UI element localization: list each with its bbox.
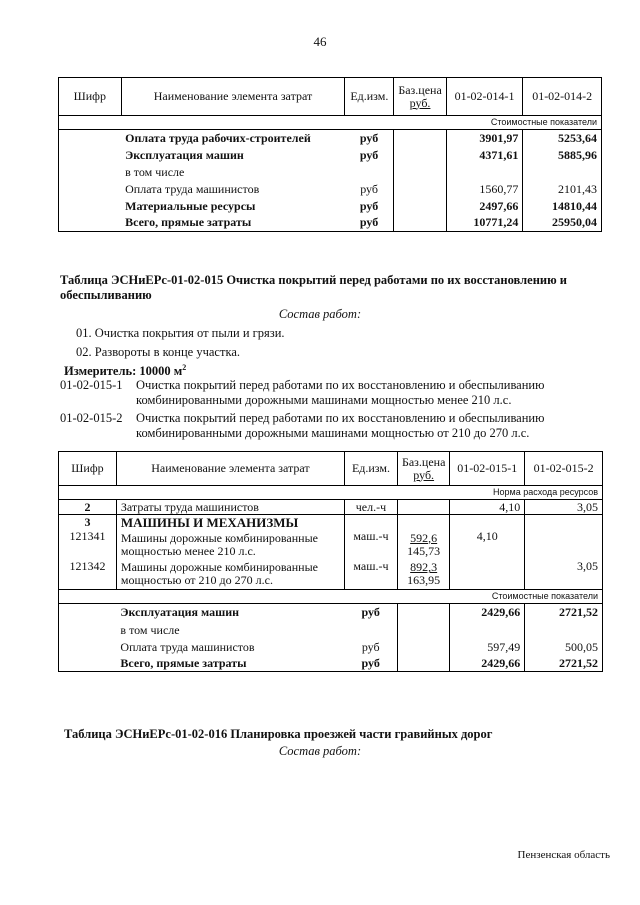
row-name: Всего, прямые затраты: [121, 215, 345, 232]
header-cell: Шифр: [59, 78, 122, 116]
header-price-line2: руб.: [409, 95, 431, 110]
table-header-row: [59, 78, 602, 116]
row-name: Оплата труда машинистов: [125, 181, 260, 196]
row-name: Эксплуатация машин: [125, 147, 244, 162]
row-unit: руб: [359, 147, 379, 162]
row-code: 3: [59, 515, 117, 530]
row-price: [397, 560, 449, 590]
table-row: [59, 130, 602, 147]
row-name: [116, 530, 344, 560]
section-row: [59, 590, 603, 604]
row-unit: маш.-ч: [344, 530, 397, 560]
row-value-1: [450, 560, 525, 590]
table-row: [59, 147, 602, 164]
table-row: [59, 515, 603, 530]
row-price-2: 145,73: [407, 543, 441, 558]
row-unit: руб: [359, 198, 379, 213]
row-value-1: 4,10: [450, 530, 525, 560]
row-code: 121341: [59, 530, 117, 560]
page-number: 46: [313, 34, 327, 49]
row-name-line1: Машины дорожные комбинированные: [120, 560, 318, 575]
code-entry: [60, 378, 620, 408]
table-row: [59, 181, 602, 198]
row-name: Всего, прямые затраты: [116, 656, 344, 672]
table-title-016: Таблица ЭСНиЕРс-01-02-016 Планировка проезжей части гравийных дорог: [64, 727, 493, 741]
row-price: [397, 530, 449, 560]
table-row: [59, 164, 602, 181]
header-cell: 01-02-015-2: [525, 452, 603, 486]
table-title-line1: Таблица ЭСНиЕРс-01-02-015 Очистка покрытий перед работами по их восстановлению и: [60, 273, 567, 287]
row-value-2: 25950,04: [523, 215, 602, 232]
table-row: [59, 198, 602, 215]
header-cell: Наименование элемента затрат: [116, 452, 344, 486]
header-cell: 01-02-014-1: [446, 78, 523, 116]
row-value-1: 2497,66: [446, 198, 523, 215]
row-name: Эксплуатация машин: [116, 604, 344, 622]
table-row: [59, 639, 603, 656]
row-price-1: 892,3: [410, 560, 438, 575]
row-value-1: 4371,61: [446, 147, 523, 164]
row-value-1: 2429,66: [450, 604, 525, 622]
row-value-2: 5885,96: [523, 147, 602, 164]
work-item: 02. Развороты в конце участка.: [76, 345, 240, 359]
row-code: 121342: [59, 560, 117, 590]
section-label: Стоимостные показатели: [446, 116, 601, 130]
row-name: МАШИНЫ И МЕХАНИЗМЫ: [116, 515, 344, 530]
header-cell-price: [397, 452, 449, 486]
row-value-2: 5253,64: [523, 130, 602, 147]
row-value-1: 597,49: [450, 639, 525, 656]
row-value-2: 14810,44: [523, 198, 602, 215]
table-title-line2: обеспыливанию: [60, 288, 152, 302]
header-price-line1: Баз.цена: [401, 454, 446, 469]
header-cell-price: [394, 78, 446, 116]
row-value-2: 3,05: [525, 500, 603, 515]
section-label: Норма расхода ресурсов: [450, 486, 603, 500]
header-cell: Шифр: [59, 452, 117, 486]
row-unit: руб: [361, 639, 380, 654]
row-name: Оплата труда рабочих-строителей: [125, 130, 311, 145]
table-row: [59, 530, 603, 560]
row-value-1: 2429,66: [450, 656, 525, 672]
row-value-1: 1560,77: [446, 181, 523, 198]
row-value-2: 3,05: [525, 560, 603, 590]
table-row: [59, 604, 603, 622]
measure-sup: 2: [182, 363, 187, 372]
row-unit: чел.-ч: [344, 500, 397, 515]
cost-table-014: [58, 77, 602, 232]
header-price-line1: Баз.цена: [398, 82, 442, 97]
code-entry: [60, 411, 620, 441]
section-row: [59, 486, 603, 500]
row-value-2: 2721,52: [525, 656, 603, 672]
resource-table-015: [58, 451, 603, 672]
row-name: Затраты труда машинистов: [116, 500, 344, 515]
code: 01-02-015-1: [60, 378, 123, 392]
table-row: [59, 622, 603, 639]
row-unit: руб: [345, 215, 394, 232]
row-value-2: 2721,52: [525, 604, 603, 622]
row-value-1: 3901,97: [446, 130, 523, 147]
row-value-2: [525, 530, 603, 560]
table-header-row: [59, 452, 603, 486]
measure-label: Измеритель: 10000 м: [64, 364, 183, 379]
code: 01-02-015-2: [60, 411, 123, 425]
row-price-2: 163,95: [407, 573, 441, 588]
work-composition-heading-2: Состав работ:: [278, 744, 362, 758]
row-name: Оплата труда машинистов: [120, 639, 255, 654]
code-desc-line2: комбинированными дорожными машинами мощностью менее 210 л.с.: [136, 393, 512, 407]
row-unit: руб: [344, 656, 397, 672]
header-cell: Ед.изм.: [345, 78, 394, 116]
table-row: [59, 500, 603, 515]
row-unit: руб: [344, 604, 397, 622]
table-row: [59, 560, 603, 590]
row-value-2: 2101,43: [523, 181, 602, 198]
table-row: [59, 656, 603, 672]
footer-region: Пензенская область: [517, 849, 610, 861]
table-row: [59, 215, 602, 232]
table-title-015: [60, 273, 567, 303]
work-item: 01. Очистка покрытия от пыли и грязи.: [76, 326, 285, 340]
header-price-line2: руб.: [413, 467, 435, 482]
row-name-line2: мощностью от 210 до 270 л.с.: [120, 573, 273, 588]
code-desc-line1: Очистка покрытий перед работами по их восстановлению и обеспыливанию: [136, 378, 545, 392]
code-desc-line1: Очистка покрытий перед работами по их восстановлению и обеспыливанию: [136, 411, 545, 425]
row-name: [116, 560, 344, 590]
row-value-2: 500,05: [525, 639, 603, 656]
header-cell: Ед.изм.: [344, 452, 397, 486]
code-desc-line2: комбинированными дорожными машинами мощностью от 210 до 270 л.с.: [136, 426, 530, 440]
row-code: 2: [59, 500, 117, 515]
row-value-1: 4,10: [450, 500, 525, 515]
row-price-1: 592,6: [410, 530, 438, 545]
section-row: [59, 116, 602, 130]
header-cell: 01-02-015-1: [450, 452, 525, 486]
header-cell: Наименование элемента затрат: [121, 78, 345, 116]
row-name-line2: мощностью менее 210 л.с.: [120, 543, 256, 558]
row-name: в том числе: [125, 164, 185, 179]
row-unit: маш.-ч: [344, 560, 397, 590]
row-unit: руб: [360, 181, 378, 196]
row-name-line1: Машины дорожные комбинированные: [120, 530, 318, 545]
section-label: Стоимостные показатели: [450, 590, 603, 604]
header-cell: 01-02-014-2: [523, 78, 602, 116]
measure-unit: [64, 363, 186, 379]
row-unit: руб: [359, 130, 379, 145]
work-composition-heading: Состав работ:: [278, 307, 362, 321]
row-name: Материальные ресурсы: [125, 198, 256, 213]
row-value-1: 10771,24: [446, 215, 523, 232]
row-name: в том числе: [120, 622, 180, 637]
